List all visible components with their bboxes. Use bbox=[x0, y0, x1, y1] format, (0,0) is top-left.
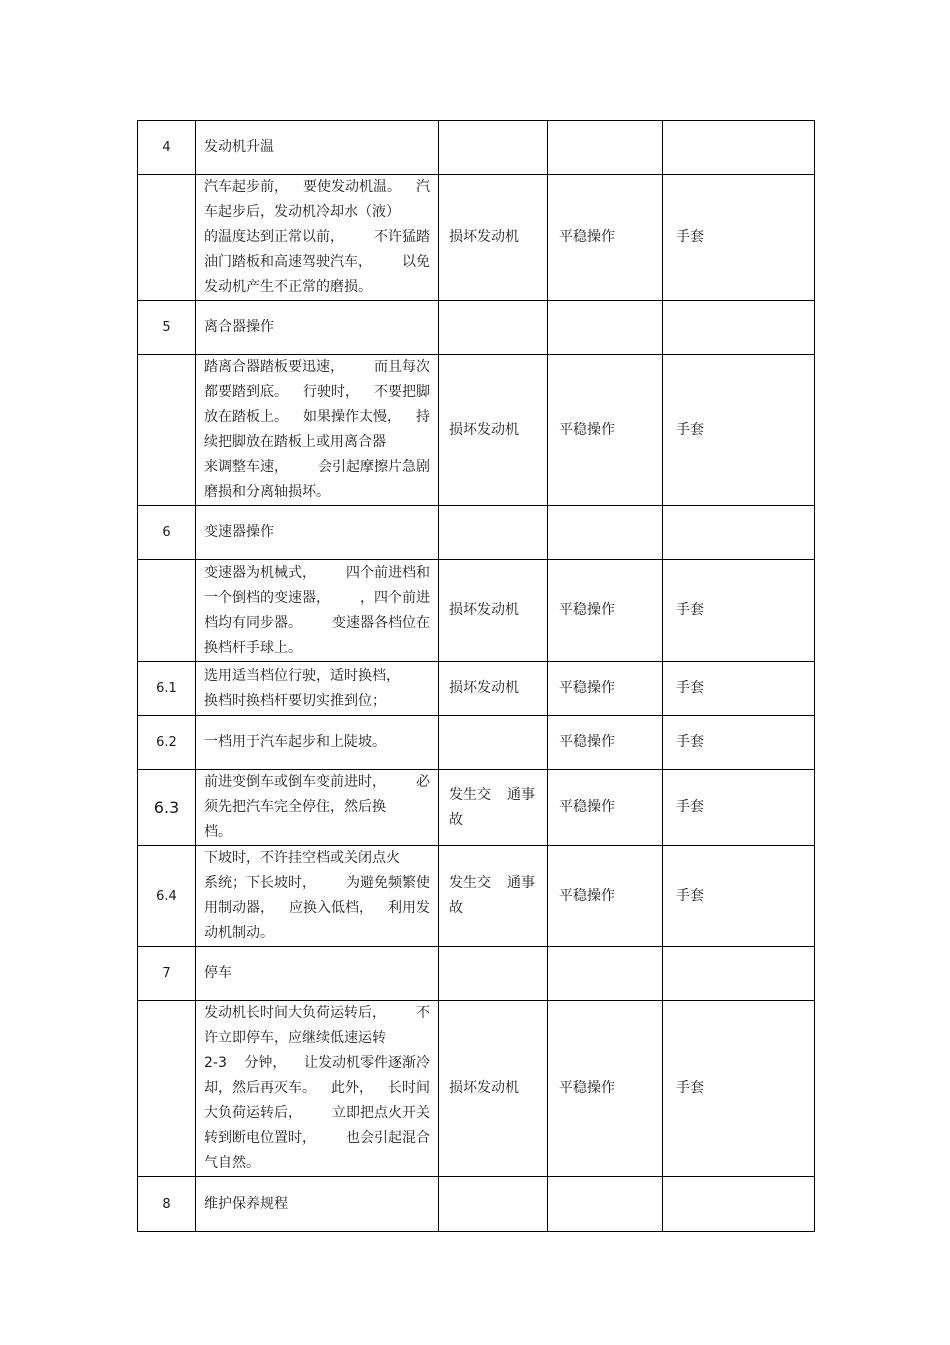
description-text: 会引起摩擦片急剧 bbox=[318, 459, 430, 475]
description-text: 选用适当档位行驶，适时换档， bbox=[204, 667, 400, 684]
description-line bbox=[204, 896, 430, 921]
description-line bbox=[204, 200, 430, 225]
protective-equipment-cell bbox=[663, 175, 815, 301]
item-number: 8 bbox=[162, 1196, 171, 1212]
description-text: 利用发 bbox=[388, 900, 430, 916]
control-measure-cell bbox=[548, 506, 663, 560]
control-measure-cell bbox=[548, 355, 663, 506]
item-number: 7 bbox=[162, 966, 171, 981]
protective-equipment: 手套 bbox=[676, 1080, 704, 1096]
risk-line bbox=[449, 871, 535, 896]
description-text: 一档用于汽车起步和上陡坡。 bbox=[204, 734, 386, 750]
description-line bbox=[204, 455, 430, 480]
description-line bbox=[204, 664, 430, 689]
description-text: 让发动机零件逐渐冷 bbox=[304, 1055, 430, 1071]
item-number-cell bbox=[138, 770, 196, 846]
control-measure: 平稳操作 bbox=[559, 229, 615, 245]
risk-text: 故 bbox=[449, 811, 463, 828]
description-text: 不许猛踏 bbox=[374, 229, 430, 245]
control-measure-cell bbox=[548, 662, 663, 716]
description-text: 必 bbox=[416, 774, 430, 790]
description-line bbox=[204, 275, 430, 300]
description-text: 汽 bbox=[416, 179, 430, 195]
control-measure-cell bbox=[548, 560, 663, 662]
description-text: 发动机产生不正常的磨损。 bbox=[204, 279, 372, 295]
description-line bbox=[204, 355, 430, 380]
risk-text: 故 bbox=[449, 900, 463, 916]
risk-cell bbox=[439, 770, 548, 846]
risk-line bbox=[449, 1076, 535, 1101]
item-number-cell bbox=[138, 355, 196, 506]
risk-line bbox=[449, 783, 535, 808]
protective-equipment: 手套 bbox=[676, 602, 704, 618]
description-cell bbox=[196, 355, 439, 506]
risk-text: 损坏发动机 bbox=[449, 229, 519, 245]
description-cell bbox=[196, 770, 439, 846]
description-text: 而且每次 bbox=[374, 359, 430, 375]
description-text: 踏离合器踏板要迅速， bbox=[204, 359, 344, 375]
description-line bbox=[204, 561, 430, 586]
risk-text: 损坏发动机 bbox=[449, 1080, 519, 1096]
description-text: 换档时换档杆要切实推到位； bbox=[204, 692, 386, 709]
item-number: 6 bbox=[162, 525, 171, 540]
table-row bbox=[138, 947, 815, 1001]
protective-equipment-cell bbox=[663, 947, 815, 1001]
risk-cell bbox=[439, 560, 548, 662]
risk-cell bbox=[439, 121, 548, 175]
protective-equipment-cell bbox=[663, 355, 815, 506]
table-row bbox=[138, 662, 815, 716]
description-text: 变速器操作 bbox=[204, 524, 274, 540]
description-text: 动机制动。 bbox=[204, 925, 274, 941]
control-measure-cell bbox=[548, 1177, 663, 1232]
table-row bbox=[138, 355, 815, 506]
control-measure: 平稳操作 bbox=[559, 1080, 615, 1096]
item-number: 6.3 bbox=[153, 798, 180, 817]
description-line bbox=[204, 175, 430, 200]
description-text: 换档杆手球上。 bbox=[204, 639, 302, 656]
protective-equipment-cell bbox=[663, 1177, 815, 1232]
control-measure-cell bbox=[548, 947, 663, 1001]
description-text: 磨损和分离轴损坏。 bbox=[204, 484, 330, 500]
item-number: 4 bbox=[162, 140, 171, 155]
description-line bbox=[204, 520, 430, 545]
description-line bbox=[204, 611, 430, 636]
item-number-cell bbox=[138, 947, 196, 1001]
control-measure-cell bbox=[548, 1001, 663, 1177]
description-line bbox=[204, 1101, 430, 1126]
item-number: 6.4 bbox=[156, 888, 177, 904]
description-line bbox=[204, 430, 430, 455]
description-cell bbox=[196, 175, 439, 301]
description-line bbox=[204, 1001, 430, 1026]
control-measure: 平稳操作 bbox=[559, 734, 615, 750]
risk-text: 通事 bbox=[507, 875, 535, 891]
risk-line bbox=[449, 896, 535, 921]
description-text: 却，然后再灭车。 bbox=[204, 1080, 316, 1096]
description-text: 持 bbox=[416, 409, 430, 425]
protective-equipment-cell bbox=[663, 846, 815, 947]
table-row bbox=[138, 770, 815, 846]
description-line bbox=[204, 315, 430, 340]
description-text: 的温度达到正常以前， bbox=[204, 229, 344, 245]
item-number-cell bbox=[138, 175, 196, 301]
description-line bbox=[204, 730, 430, 755]
item-number: 6.1 bbox=[156, 681, 177, 696]
description-text: 此外， bbox=[331, 1080, 373, 1096]
risk-cell bbox=[439, 662, 548, 716]
control-measure: 平稳操作 bbox=[559, 680, 615, 696]
description-text: 下坡时，不许挂空档或关闭点火 bbox=[204, 850, 400, 866]
description-line bbox=[204, 1051, 430, 1076]
risk-cell bbox=[439, 175, 548, 301]
item-number-cell bbox=[138, 506, 196, 560]
table-row bbox=[138, 1001, 815, 1177]
description-text: 汽车起步前， bbox=[204, 179, 288, 195]
description-text: 如果操作太慢， bbox=[303, 409, 401, 425]
item-number-cell bbox=[138, 560, 196, 662]
description-text: 用制动器， bbox=[204, 900, 274, 916]
operating-procedure-table bbox=[137, 120, 815, 1232]
description-line bbox=[204, 820, 430, 845]
description-text: 立即把点火开关 bbox=[332, 1105, 430, 1121]
risk-cell bbox=[439, 506, 548, 560]
risk-text: 发生交 bbox=[449, 786, 491, 803]
description-line bbox=[204, 480, 430, 505]
description-line bbox=[204, 846, 430, 871]
description-cell bbox=[196, 560, 439, 662]
risk-cell bbox=[439, 1001, 548, 1177]
description-text: 来调整车速， bbox=[204, 459, 288, 475]
table-row bbox=[138, 301, 815, 355]
control-measure: 平稳操作 bbox=[559, 887, 615, 904]
description-line bbox=[204, 961, 430, 986]
description-text: 转到断电位置时， bbox=[204, 1130, 316, 1146]
risk-cell bbox=[439, 716, 548, 770]
item-number-cell bbox=[138, 662, 196, 716]
item-number-cell bbox=[138, 1177, 196, 1232]
risk-cell bbox=[439, 301, 548, 355]
description-text: 油门踏板和高速驾驶汽车， bbox=[204, 254, 372, 270]
description-line bbox=[204, 1151, 430, 1176]
description-text: 离合器操作 bbox=[204, 319, 274, 335]
item-number-cell bbox=[138, 846, 196, 947]
description-text: 许立即停车，应继续低速运转 bbox=[204, 1030, 386, 1046]
risk-cell bbox=[439, 355, 548, 506]
description-line bbox=[204, 871, 430, 896]
description-cell bbox=[196, 947, 439, 1001]
description-cell bbox=[196, 1001, 439, 1177]
description-text: 停车 bbox=[204, 965, 232, 981]
description-text: 维护保养规程 bbox=[204, 1195, 288, 1212]
risk-line bbox=[449, 598, 535, 623]
table-row bbox=[138, 175, 815, 301]
risk-cell bbox=[439, 846, 548, 947]
risk-cell bbox=[439, 1177, 548, 1232]
control-measure-cell bbox=[548, 175, 663, 301]
risk-line bbox=[449, 418, 535, 443]
risk-text: 损坏发动机 bbox=[449, 421, 519, 438]
description-text: 档均有同步器。 bbox=[204, 614, 302, 631]
description-cell bbox=[196, 662, 439, 716]
description-cell bbox=[196, 506, 439, 560]
description-text: 须先把汽车完全停住，然后换 bbox=[204, 799, 386, 815]
description-line bbox=[204, 1076, 430, 1101]
description-cell bbox=[196, 1177, 439, 1232]
protective-equipment-cell bbox=[663, 121, 815, 175]
description-text: 放在踏板上。 bbox=[204, 409, 288, 425]
description-text: 一个倒档的变速器， bbox=[204, 589, 330, 606]
description-text: 都要踏到底。 bbox=[204, 384, 288, 400]
risk-text: 通事 bbox=[507, 786, 535, 803]
table-body bbox=[138, 121, 815, 1232]
description-text: 长时间 bbox=[388, 1080, 430, 1096]
description-line bbox=[204, 405, 430, 430]
item-number: 6.2 bbox=[156, 735, 177, 750]
description-text: 行驶时， bbox=[303, 384, 359, 400]
description-text: 为避免频繁使 bbox=[346, 875, 430, 891]
item-number-cell bbox=[138, 121, 196, 175]
protective-equipment: 手套 bbox=[676, 887, 704, 904]
risk-line bbox=[449, 808, 535, 833]
description-text: 系统；下长坡时， bbox=[204, 875, 316, 891]
description-line bbox=[204, 795, 430, 820]
description-line bbox=[204, 770, 430, 795]
item-number-cell bbox=[138, 716, 196, 770]
protective-equipment: 手套 bbox=[676, 229, 704, 245]
description-text: 气自然。 bbox=[204, 1155, 260, 1171]
description-text: 发动机长时间大负荷运转后， bbox=[204, 1005, 386, 1021]
description-line bbox=[204, 250, 430, 275]
description-text: 前进变倒车或倒车变前进时， bbox=[204, 774, 386, 790]
protective-equipment-cell bbox=[663, 770, 815, 846]
description-text: 不要把脚 bbox=[374, 384, 430, 400]
description-line bbox=[204, 586, 430, 611]
description-text: 分钟， bbox=[244, 1055, 287, 1071]
protective-equipment-cell bbox=[663, 662, 815, 716]
description-text: ，四个前进 bbox=[360, 589, 430, 606]
description-line bbox=[204, 225, 430, 250]
protective-equipment-cell bbox=[663, 560, 815, 662]
description-text: 发动机升温 bbox=[204, 139, 274, 155]
protective-equipment: 手套 bbox=[676, 799, 704, 815]
description-text: 不 bbox=[416, 1005, 430, 1021]
risk-line bbox=[449, 676, 535, 701]
description-line bbox=[204, 689, 430, 714]
description-cell bbox=[196, 846, 439, 947]
risk-text: 损坏发动机 bbox=[449, 602, 519, 618]
description-text: 也会引起混合 bbox=[346, 1130, 430, 1146]
risk-text: 发生交 bbox=[449, 875, 491, 891]
risk-text: 损坏发动机 bbox=[449, 680, 519, 696]
control-measure-cell bbox=[548, 301, 663, 355]
control-measure-cell bbox=[548, 770, 663, 846]
control-measure: 平稳操作 bbox=[559, 421, 615, 438]
description-text: 以免 bbox=[402, 254, 430, 270]
protective-equipment-cell bbox=[663, 301, 815, 355]
item-number-cell bbox=[138, 1001, 196, 1177]
protective-equipment-cell bbox=[663, 506, 815, 560]
protective-equipment-cell bbox=[663, 1001, 815, 1177]
description-text: 变速器各档位在 bbox=[332, 614, 430, 631]
control-measure-cell bbox=[548, 716, 663, 770]
item-number: 5 bbox=[162, 320, 171, 335]
description-text: 四个前进档和 bbox=[346, 564, 430, 581]
description-text: 大负荷运转后， bbox=[204, 1105, 302, 1121]
description-text: 2-3 bbox=[204, 1055, 227, 1071]
protective-equipment: 手套 bbox=[676, 734, 704, 750]
description-line bbox=[204, 1126, 430, 1151]
description-text: 要使发动机温。 bbox=[303, 179, 401, 195]
description-line bbox=[204, 135, 430, 160]
description-cell bbox=[196, 121, 439, 175]
control-measure-cell bbox=[548, 121, 663, 175]
table-row bbox=[138, 1177, 815, 1232]
table-row bbox=[138, 716, 815, 770]
protective-equipment: 手套 bbox=[676, 421, 704, 438]
description-line bbox=[204, 1026, 430, 1051]
control-measure: 平稳操作 bbox=[559, 602, 615, 618]
description-text: 车起步后，发动机冷却水（液） bbox=[204, 204, 400, 220]
table-row bbox=[138, 560, 815, 662]
description-text: 变速器为机械式， bbox=[204, 564, 316, 581]
description-text: 档。 bbox=[204, 824, 232, 840]
table-row bbox=[138, 846, 815, 947]
table-row bbox=[138, 121, 815, 175]
description-cell bbox=[196, 301, 439, 355]
control-measure-cell bbox=[548, 846, 663, 947]
table-row bbox=[138, 506, 815, 560]
description-cell bbox=[196, 716, 439, 770]
description-line bbox=[204, 380, 430, 405]
description-line bbox=[204, 1192, 430, 1217]
description-text: 应换入低档， bbox=[289, 900, 373, 916]
description-line bbox=[204, 636, 430, 661]
protective-equipment: 手套 bbox=[676, 680, 704, 696]
control-measure: 平稳操作 bbox=[559, 799, 615, 815]
description-line bbox=[204, 921, 430, 946]
risk-line bbox=[449, 225, 535, 250]
risk-cell bbox=[439, 947, 548, 1001]
item-number-cell bbox=[138, 301, 196, 355]
description-text: 续把脚放在踏板上或用离合器 bbox=[204, 434, 386, 450]
protective-equipment-cell bbox=[663, 716, 815, 770]
